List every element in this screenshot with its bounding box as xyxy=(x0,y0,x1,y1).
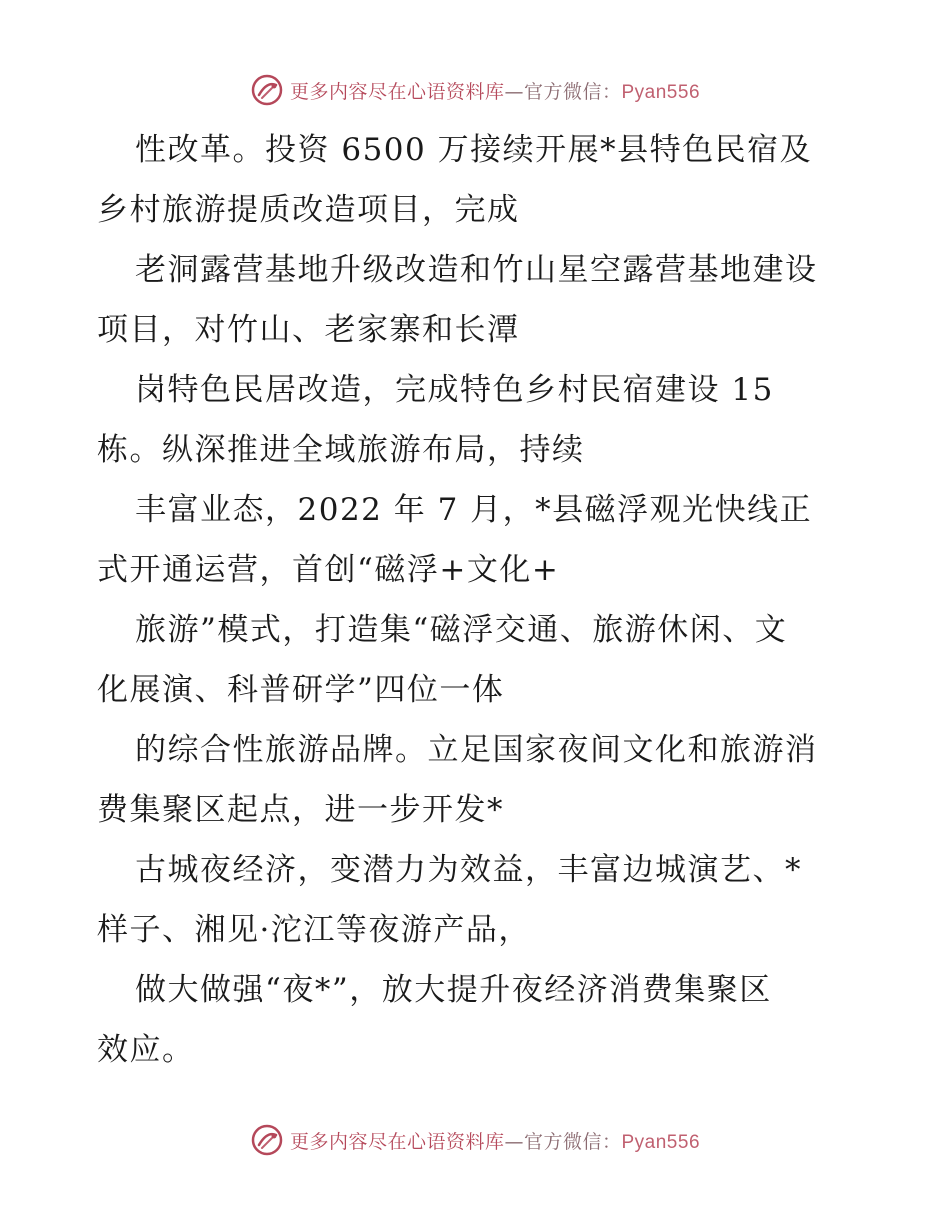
text-line: 式开通运营，首创“磁浮+文化+ xyxy=(97,552,560,588)
text-line: 的综合性旅游品牌。立足国家夜间文化和旅游消 xyxy=(135,732,818,768)
banner-wechat-id: Pyan556 xyxy=(621,81,701,103)
text-line: 古城夜经济，变潜力为效益，丰富边城演艺、* xyxy=(135,852,802,888)
text-line: 化展演、科普研学”四位一体 xyxy=(97,672,505,708)
text-line: 栋。纵深推进全域旅游布局，持续 xyxy=(97,432,585,468)
text-line: 性改革。投资 6500 万接续开展*县特色民宿及 xyxy=(135,132,813,168)
banner-main-text: 更多内容尽在心语资料库 xyxy=(289,80,505,103)
document-body xyxy=(97,120,857,1080)
banner-wechat-label: 官方微信： xyxy=(523,1130,622,1153)
banner-dash: — xyxy=(504,80,524,103)
banner-text xyxy=(290,1127,700,1154)
text-line: 岗特色民居改造，完成特色乡村民宿建设 15 xyxy=(135,372,774,408)
text-line: 旅游”模式，打造集“磁浮交通、旅游休闲、文 xyxy=(135,612,788,648)
text-line: 项目，对竹山、老家寨和长潭 xyxy=(97,312,520,348)
text-line: 样子、湘见·沱江等夜游产品， xyxy=(97,912,531,948)
text-line: 费集聚区起点，进一步开发* xyxy=(97,792,504,828)
text-line: 丰富业态，2022 年 7 月，*县磁浮观光快线正 xyxy=(135,492,813,528)
text-line: 做大做强“夜*”，放大提升夜经济消费集聚区 xyxy=(135,972,772,1008)
banner-wechat-label: 官方微信： xyxy=(523,80,622,103)
banner-main-text: 更多内容尽在心语资料库 xyxy=(289,1130,505,1153)
header-banner xyxy=(0,70,950,110)
banner-wechat-id: Pyan556 xyxy=(621,1131,701,1153)
brand-logo-icon xyxy=(250,73,284,107)
brand-logo-icon xyxy=(250,1123,284,1157)
text-line: 乡村旅游提质改造项目，完成 xyxy=(97,192,520,228)
banner-text xyxy=(290,77,700,104)
footer-banner xyxy=(0,1120,950,1160)
text-line: 老洞露营基地升级改造和竹山星空露营基地建设 xyxy=(135,252,818,288)
text-line: 效应。 xyxy=(97,1032,195,1068)
banner-dash: — xyxy=(504,1130,524,1153)
